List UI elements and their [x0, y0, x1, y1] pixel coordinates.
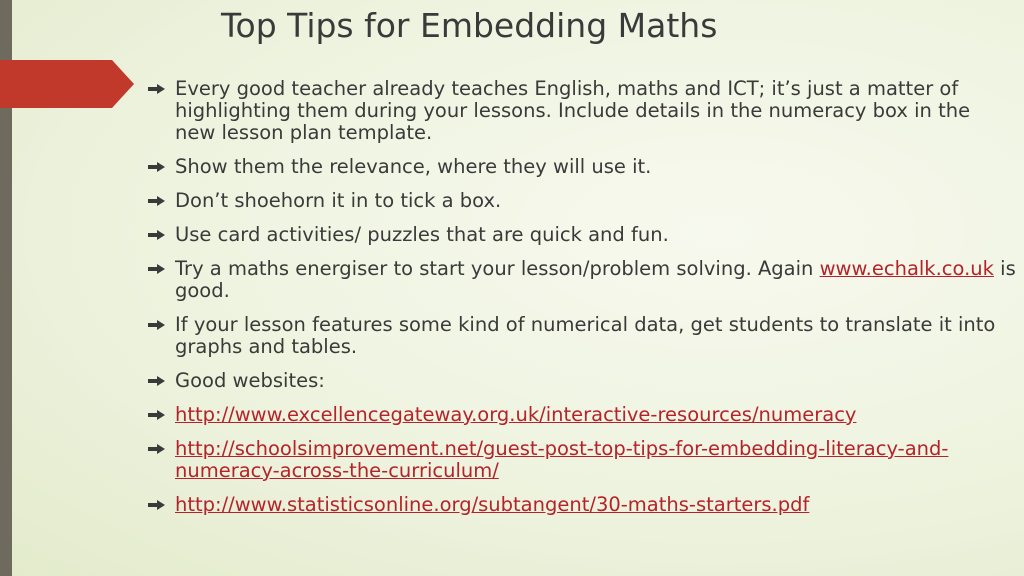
bullet-text: Try a maths energiser to start your lesson/problem solving. Again	[175, 257, 820, 280]
arrow-bullet-icon	[148, 410, 165, 420]
statisticsonline-link[interactable]: http://www.statisticsonline.org/subtangent/30-maths-starters.pdf	[175, 493, 810, 516]
bullet-item	[146, 314, 1016, 358]
bullet-item	[146, 224, 1016, 246]
bullet-item	[146, 370, 1016, 392]
accent-arrow-shape	[0, 60, 134, 108]
bullet-text: Use card activities/ puzzles that are quick and fun.	[175, 223, 669, 246]
arrow-bullet-icon	[148, 264, 165, 274]
excellencegateway-link[interactable]: http://www.excellencegateway.org.uk/interactive-resources/numeracy	[175, 403, 857, 426]
bullet-item	[146, 404, 1016, 426]
bullet-item	[146, 156, 1016, 178]
bullet-item	[146, 258, 1016, 302]
bullet-text: Good websites:	[175, 369, 325, 392]
arrow-bullet-icon	[148, 444, 165, 454]
arrow-bullet-icon	[148, 376, 165, 386]
bullet-text: is good.	[175, 257, 1016, 302]
arrow-bullet-icon	[148, 162, 165, 172]
arrow-bullet-icon	[148, 196, 165, 206]
bullet-text: Don’t shoehorn it in to tick a box.	[175, 189, 502, 212]
bullet-text: If your lesson features some kind of numerical data, get students to translate it into graphs and tables.	[175, 313, 996, 358]
echalk-link[interactable]: www.echalk.co.uk	[819, 257, 994, 280]
bullet-item	[146, 494, 1016, 516]
slide-title: Top Tips for Embedding Maths	[221, 6, 718, 45]
arrow-bullet-icon	[148, 320, 165, 330]
bullet-item	[146, 78, 1016, 144]
bullet-text: Show them the relevance, where they will use it.	[175, 155, 652, 178]
bullet-text: Every good teacher already teaches English, maths and ICT; it’s just a matter of highlighting them during your lessons. Include details in the numeracy box in the new lesson plan template.	[175, 77, 971, 144]
arrow-bullet-icon	[148, 500, 165, 510]
schoolsimprovement-link[interactable]: http://schoolsimprovement.net/guest-post-top-tips-for-embedding-literacy-and-numeracy-across-the-curriculum/	[175, 437, 949, 482]
arrow-bullet-icon	[148, 84, 165, 94]
arrow-bullet-icon	[148, 230, 165, 240]
bullet-item	[146, 190, 1016, 212]
bullet-list	[146, 78, 1016, 528]
bullet-item	[146, 438, 1016, 482]
